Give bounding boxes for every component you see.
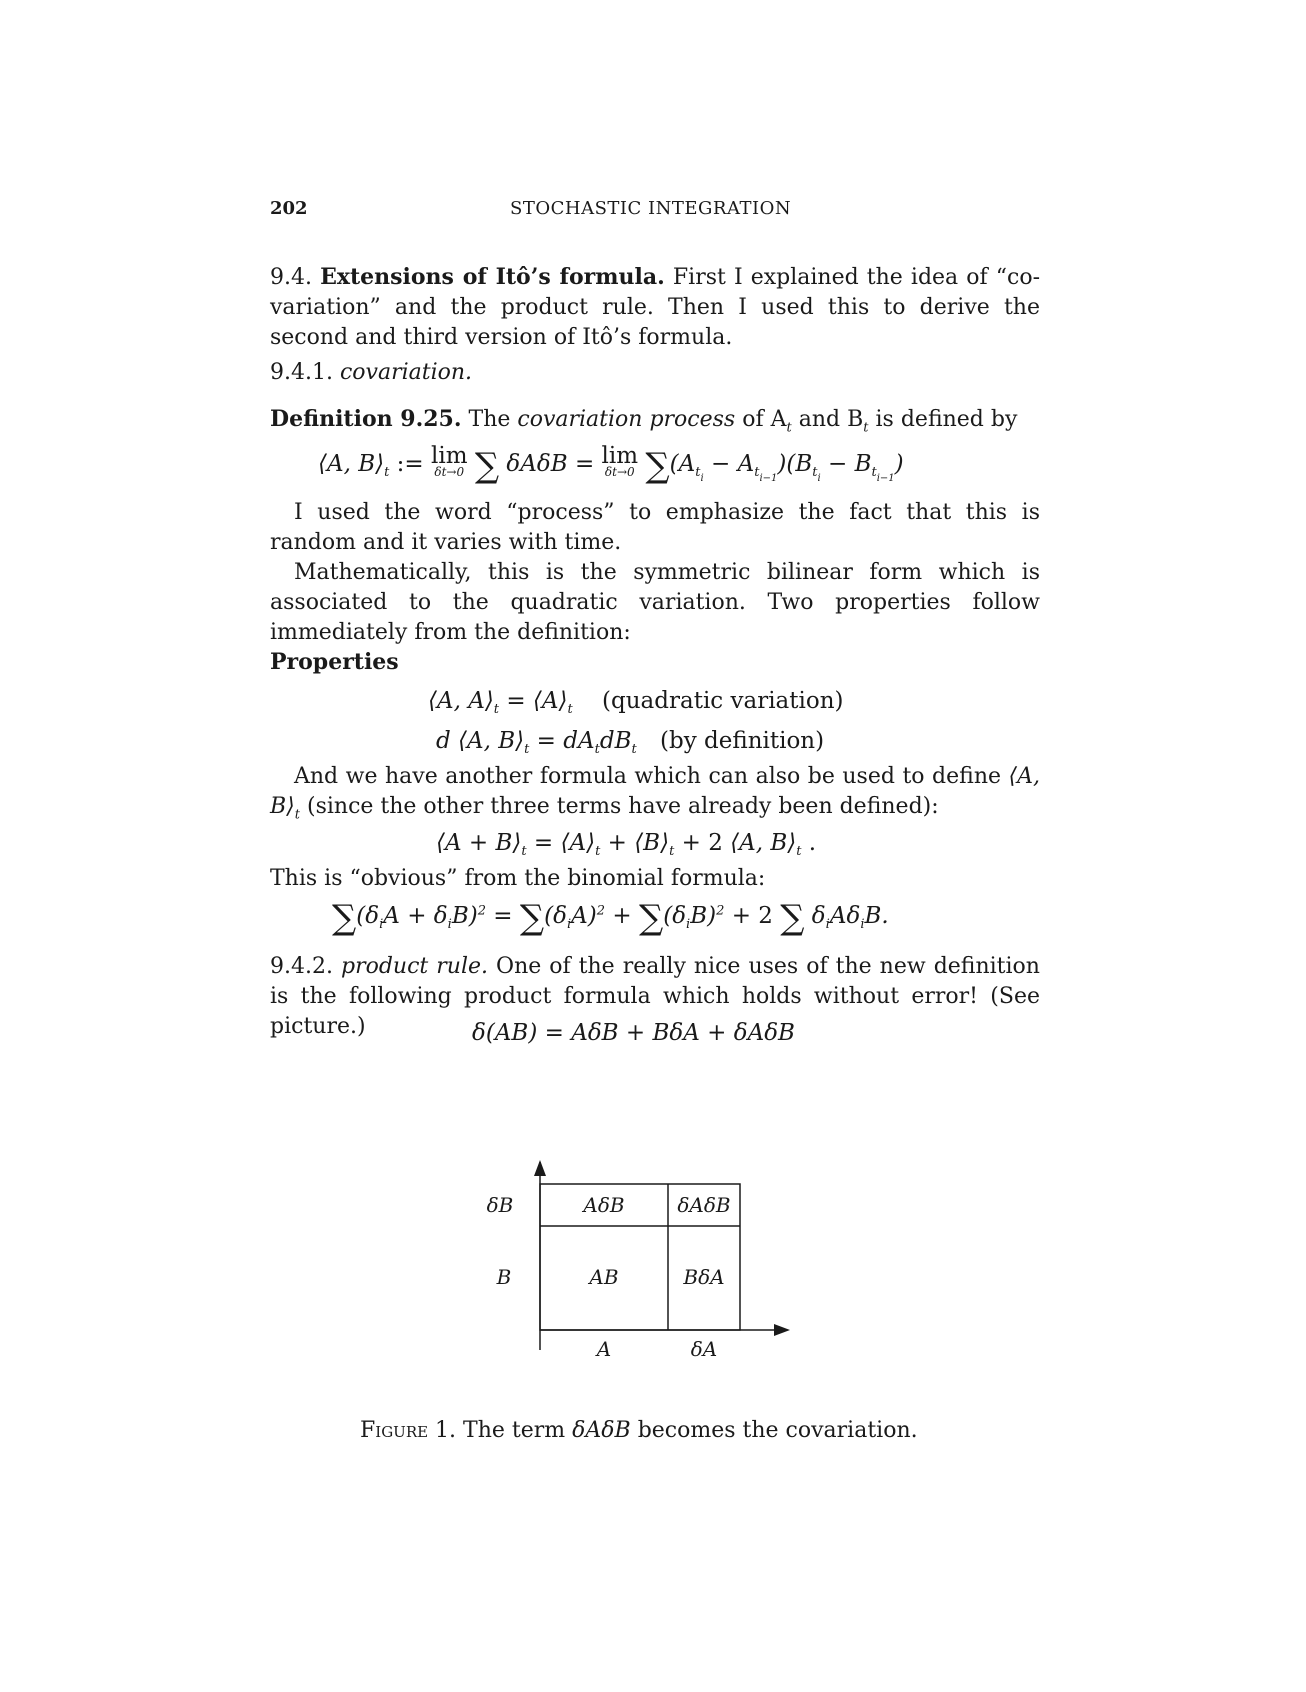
section-title: Extensions of Itô’s formula. [320, 264, 665, 290]
caption-label: Figure 1. [360, 1418, 457, 1443]
property-definition: d ⟨A, $B⟩_t = dA_tdB_t$ (by definition) [436, 728, 825, 757]
binomial-equation: $\sum(\delta_iA + \delta_iB)^2 = \sum(\delta_iA)^2 + \sum(\delta_iB)^2 + 2$ ∑ $\delta_iA\delta_iB$. [332, 898, 889, 938]
cell-ab: AB [589, 1265, 619, 1289]
sum-covariation-equation: ⟨A + $B⟩_t$ = $⟨A⟩_t$ + $⟨B⟩_t + 2$ ⟨A, $B⟩_t$ . [436, 830, 817, 859]
definition-text: The [468, 407, 511, 432]
subsection-covariation [270, 358, 1040, 388]
prop2-note: (by definition) [660, 728, 825, 754]
section-intro [270, 262, 1040, 353]
definition-text-end: is defined by [875, 407, 1018, 432]
another-formula-paragraph: And we have another formula which can also be used to define ⟨A, $B⟩_t$ (since the other three terms have already been defined): [270, 764, 1040, 823]
running-head: STOCHASTIC INTEGRATION [510, 198, 792, 219]
obvious-paragraph: This is “obvious” from the binomial formula: [270, 866, 766, 891]
row-label-b: B [496, 1265, 512, 1289]
covariation-equation: ⟨A, $B⟩_t$ := lim δt→0 ∑ δAδB = lim δt→0 $\sum(A_{t_i} - A_{t_{i-1}})(B_{t_i} - B_{t_{i-1}})$ [318, 443, 904, 486]
paragraph-other-terms: (since the other three terms have already been defined): [306, 794, 939, 819]
col-label-delta-a: δA [690, 1337, 718, 1360]
prop1-note: (quadratic variation) [602, 688, 844, 714]
x-axis-arrow [774, 1324, 790, 1336]
caption-text-after: becomes the covariation. [637, 1418, 918, 1443]
col-label-a: A [596, 1337, 612, 1360]
subsection2-number: 9.4.2. [270, 954, 333, 979]
page-number: 202 [270, 198, 308, 219]
section-intro-text: First I explained the idea of “co-variation” and the product rule. Then I used this to derive the second and third version of Itô’s formula. [270, 265, 1040, 350]
y-axis-arrow [534, 1160, 546, 1176]
property-quadratic: ⟨A, $A⟩_t$ = $⟨A⟩_t$ (quadratic variation) [428, 688, 844, 717]
paragraph-bilinear: Mathematically, this is the symmetric bilinear form which is associated to the quadratic variation. Two properties follow immediately from the definition: [270, 560, 1040, 645]
definition-label: Definition 9.25. [270, 406, 462, 432]
caption-text-before: The term [463, 1418, 566, 1443]
subsection2-text: One of the really nice uses of the new definition is the following product formula which holds without error! (See picture.) [270, 954, 1040, 1039]
section-number: 9.4. [270, 265, 312, 290]
figure-caption [360, 1418, 918, 1443]
definition-term: covariation process [517, 407, 736, 432]
paragraph-process: I used the word “process” to emphasize the fact that this is random and it varies with time. [270, 500, 1040, 555]
paragraph-another-formula: And we have another formula which can also be used to define [294, 764, 1002, 789]
cell-a-delta-b: AδB [583, 1193, 625, 1217]
cell-delta-a-delta-b: δAδB [677, 1193, 731, 1217]
definition-text-after: of A [742, 407, 787, 432]
subsection2-title: product rule. [341, 954, 489, 979]
process-paragraph [270, 498, 1040, 648]
product-rule-equation: δ(AB) = AδB + BδA + δAδB [472, 1020, 795, 1046]
subsection1-title: covariation. [339, 360, 473, 385]
properties-heading: Properties [270, 649, 399, 675]
row-label-delta-b: δB [486, 1193, 514, 1217]
definition-text-and: and B [798, 407, 864, 432]
subsection1-number: 9.4.1. [270, 360, 333, 385]
product-rule-figure [480, 1160, 800, 1360]
cell-b-delta-a: BδA [683, 1265, 725, 1289]
definition: Definition 9.25. The covariation process of $A_t$ and $B_t$ is defined by [270, 406, 1018, 436]
caption-math: δAδB [572, 1418, 631, 1443]
